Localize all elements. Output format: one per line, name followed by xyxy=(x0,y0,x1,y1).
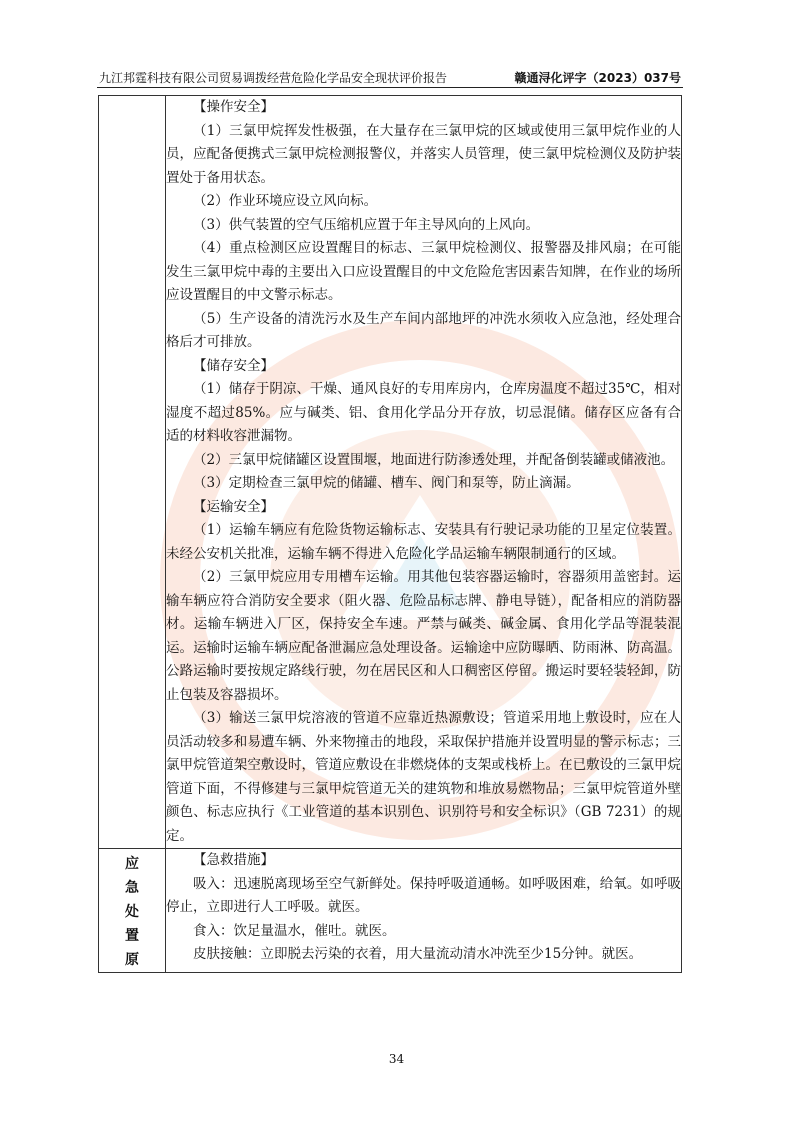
report-title: 九江邦霆科技有限公司贸易调拨经营危险化学品安全现状评价报告 xyxy=(99,71,448,85)
document-number: 赣通浔化评字（2023）037号 xyxy=(514,71,681,85)
side-char: 置 xyxy=(125,928,139,944)
storage-item: （3）定期检查三氯甲烷的储罐、槽车、阀门和泵等，防止滴漏。 xyxy=(193,475,580,491)
safety-table xyxy=(98,95,682,973)
transport-heading: 【运输安全】 xyxy=(193,498,274,515)
transport-item: （2）三氯甲烷应用专用槽车运输。用其他包装容器运输时，容器须用盖密封。运输车辆应符合消防安全要求（阻火器、危险品标志牌、静电导链），配备相应的消防器材。运输车辆进入厂区，保持安全车速。严禁与碱类、碱金属、食用化学品等混装混运。运输时运输车辆应配备泄漏应急处理设备。运输途中应防曝晒、防雨淋、防高温。公路运输时要按规定路线行驶，勿在居民区和人口稠密区停留。搬运时要轻装轻卸，防止包装及容器损坏。 xyxy=(166,569,681,703)
emergency-heading: 【急救措施】 xyxy=(193,852,274,868)
operation-item: （4）重点检测区应设置醒目的标志、三氯甲烷检测仪、报警器及排风扇；在可能发生三氯甲烷中毒的主要出入口应设置醒目的中文危险危害因素告知牌，在作业的场所应设置醒目的中文警示标志。 xyxy=(166,240,681,303)
emergency-item: 吸入：迅速脱离现场至空气新鲜处。保持呼吸道通畅。如呼吸困难，给氧。如呼吸停止，立即进行人工呼吸。就医。 xyxy=(166,875,681,915)
page-number: 34 xyxy=(388,1052,405,1066)
operation-item: （1）三氯甲烷挥发性极强，在大量存在三氯甲烷的区域或使用三氯甲烷作业的人员，应配备便携式三氯甲烷检测报警仪，并落实人员管理，使三氯甲烷检测仪及防护装置处于备用状态。 xyxy=(166,122,681,186)
emergency-item: 皮肤接触：立即脱去污染的衣着，用大量流动清水冲洗至少15分钟。就医。 xyxy=(193,946,643,962)
side-char: 应 xyxy=(125,856,139,872)
side-char: 处 xyxy=(125,904,139,920)
operation-item: （2）作业环境应设立风向标。 xyxy=(193,193,378,209)
side-char: 急 xyxy=(125,880,139,896)
emergency-cell xyxy=(166,849,682,973)
safety-measures-cell xyxy=(166,96,682,849)
operation-item: （5）生产设备的清洗污水及生产车间内部地坪的冲洗水须收入应急池，经处理合格后才可排放。 xyxy=(166,310,681,350)
transport-item: （3）输送三氯甲烷溶液的管道不应靠近热源敷设；管道采用地上敷设时，应在人员活动较多和易遭车辆、外来物撞击的地段，采取保护措施并设置明显的警示标志；三氯甲烷管道架空敷设时，管道应敷设在非燃烧体的支架或栈桥上。在已敷设的三氯甲烷管道下面，不得修建与三氯甲烷管道无关的建筑物和堆放易燃物品；三氯甲烷管道外壁颜色、标志应执行《工业管道的基本识别色、识别符号和安全标识》（GB 7231）的规定。 xyxy=(166,710,681,844)
side-char: 原 xyxy=(125,952,139,968)
side-cell-empty xyxy=(99,96,166,849)
operation-item: （3）供气装置的空气压缩机应置于年主导风向的上风向。 xyxy=(193,216,540,233)
page-header xyxy=(97,67,683,88)
storage-item: （1）储存于阴凉、干燥、通风良好的专用库房内，仓库房温度不超过35℃，相对湿度不超过85%。应与碱类、铝、食用化学品分开存放，切忌混储。储存区应备有合适的材料收容泄漏物。 xyxy=(166,381,681,444)
storage-item: （2）三氯甲烷储罐区设置围堰，地面进行防渗透处理，并配备倒装罐或储液池。 xyxy=(193,451,675,468)
operation-heading: 【操作安全】 xyxy=(193,99,274,115)
emergency-side-label xyxy=(99,849,166,973)
storage-heading: 【储存安全】 xyxy=(193,357,274,374)
emergency-item: 食入：饮足量温水，催吐。就医。 xyxy=(193,922,396,939)
transport-item: （1）运输车辆应有危险货物运输标志、安装具有行驶记录功能的卫星定位装置。未经公安机关批准，运输车辆不得进入危险化学品运输车辆限制通行的区域。 xyxy=(166,522,681,562)
